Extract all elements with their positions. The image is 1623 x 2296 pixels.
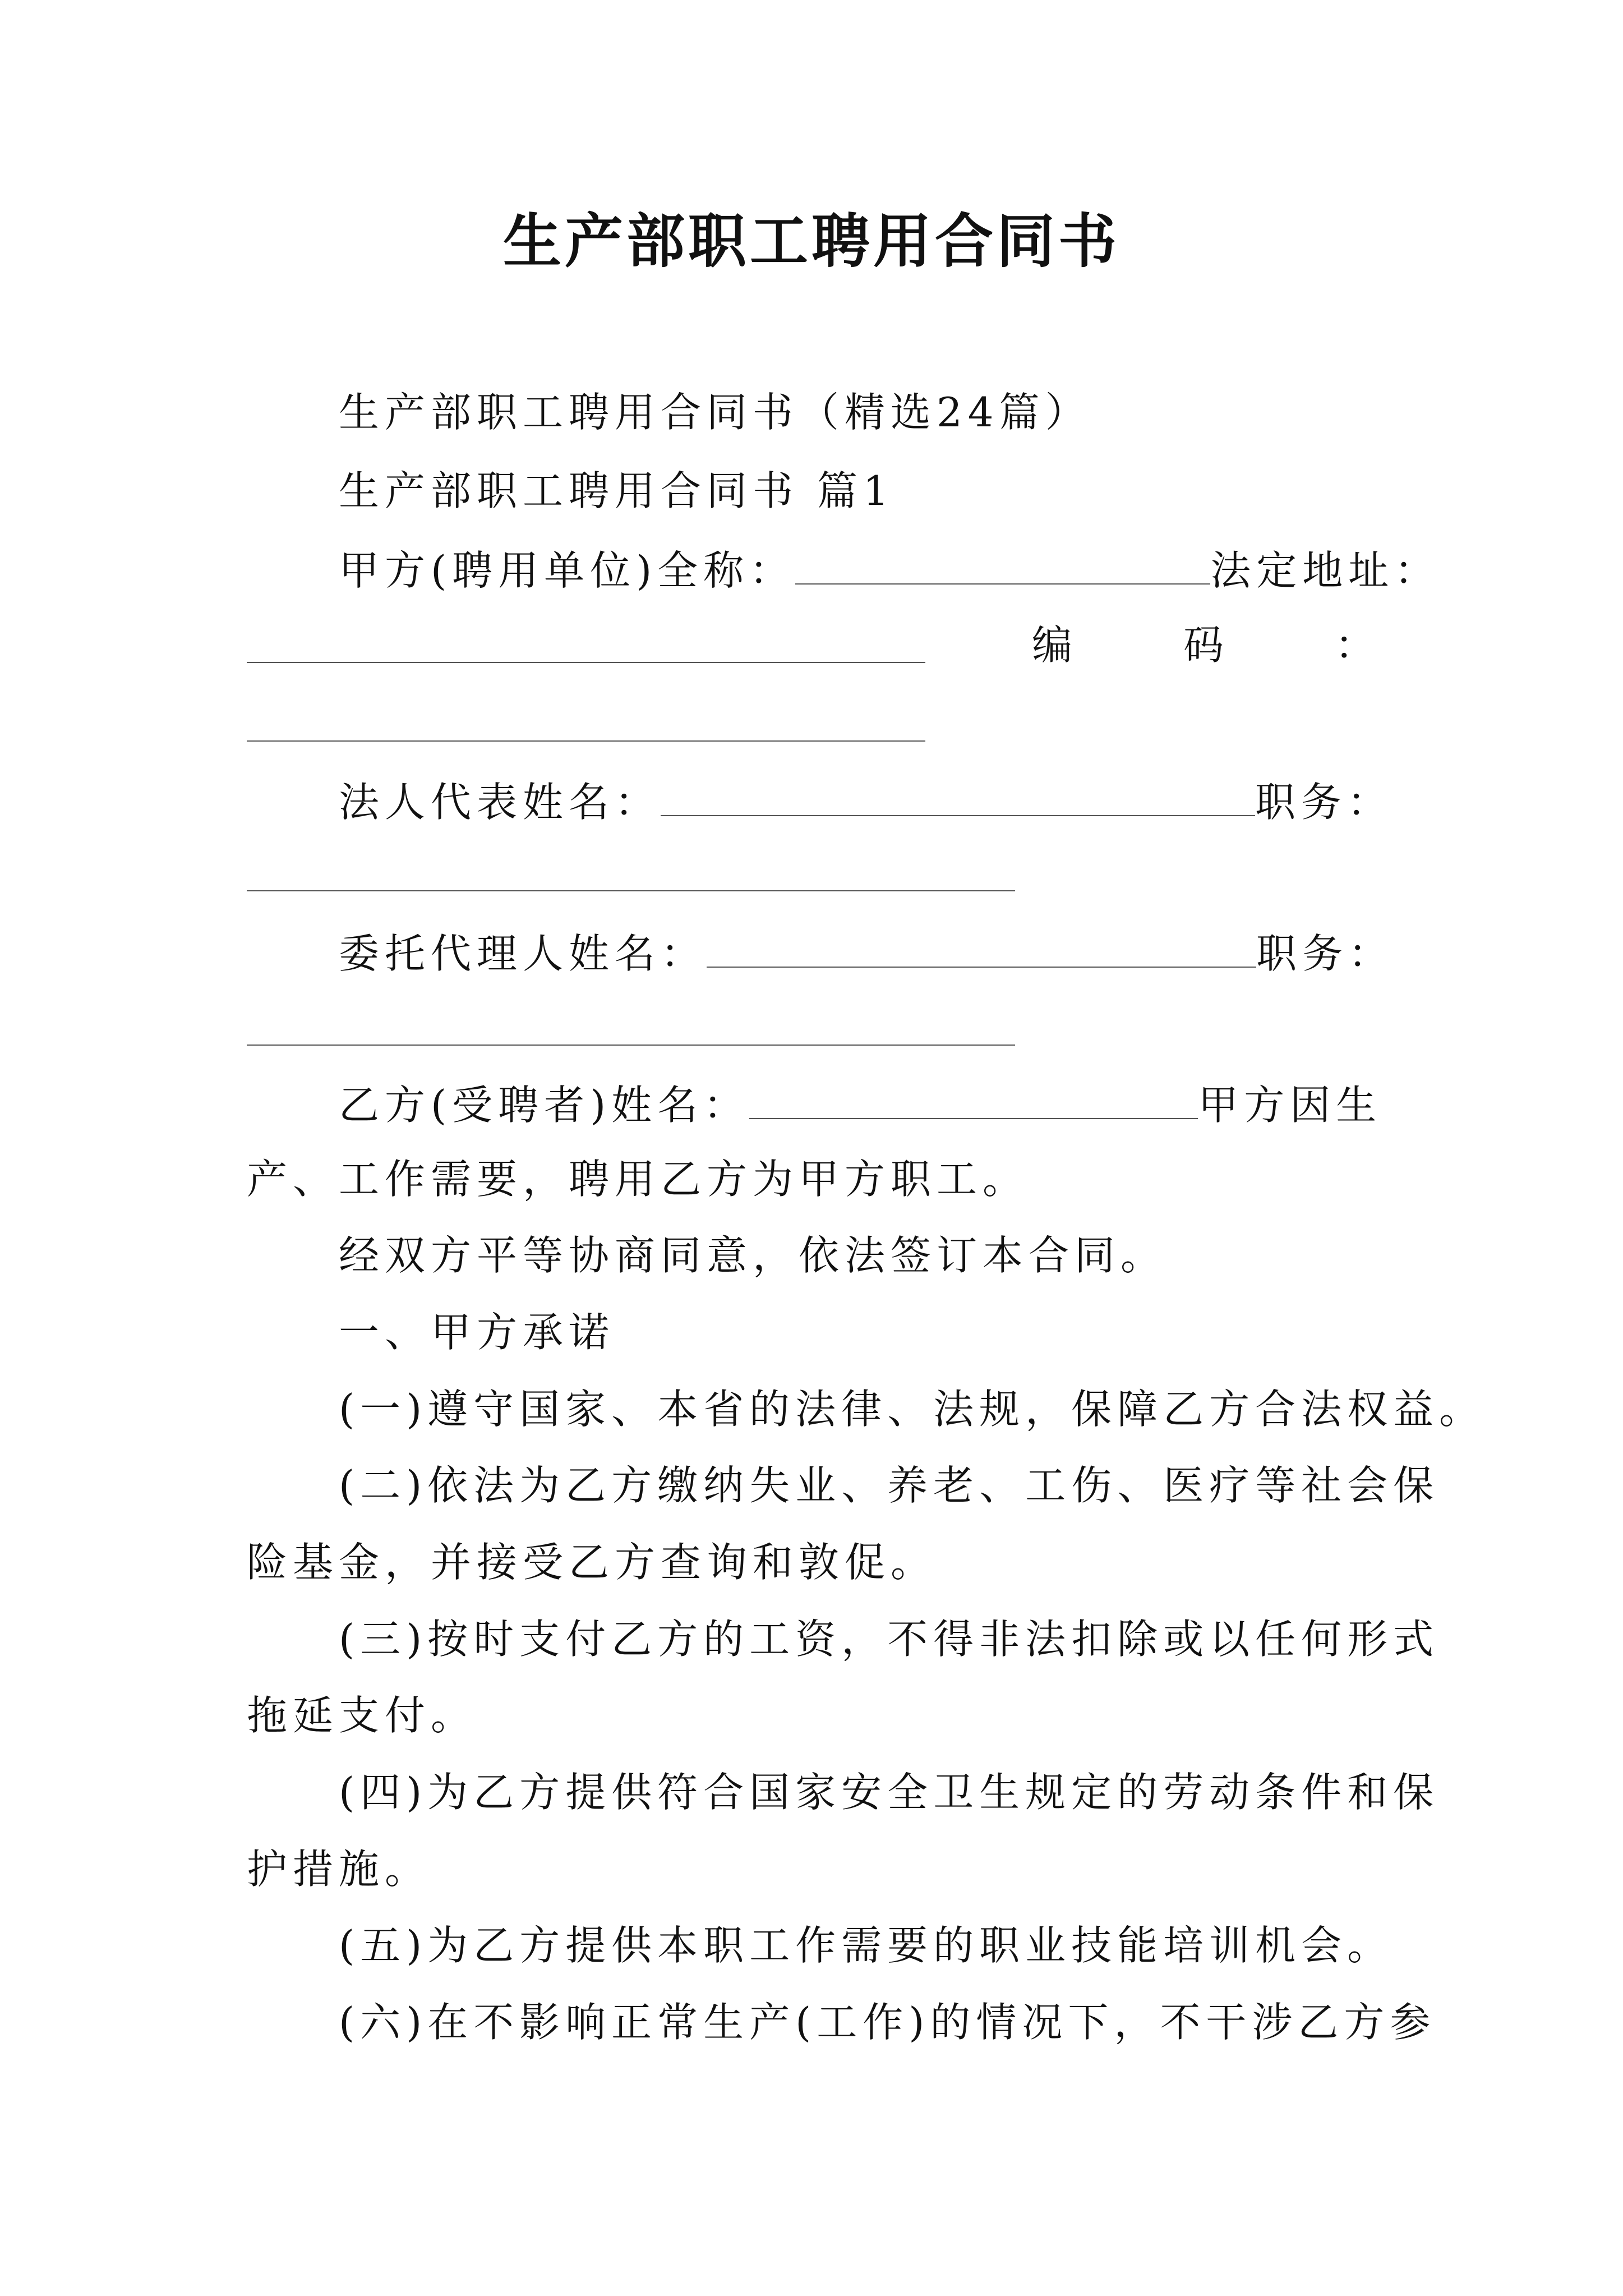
- document-subtitle: 生产部职工聘用合同书（精选24篇）: [339, 389, 1091, 436]
- section-heading: 生产部职工聘用合同书 篇1: [339, 467, 895, 514]
- agent-label: 委托代理人姓名：: [339, 930, 707, 977]
- item-2-line2: 险基金，并接受乙方查询和敦促。: [247, 1539, 937, 1586]
- party-b-blank[interactable]: [749, 1074, 1198, 1119]
- agent-line: [247, 923, 1395, 982]
- document-title: 生产部职工聘用合同书: [502, 206, 1120, 275]
- position-label-1: 职务：: [1255, 779, 1394, 826]
- party-a-name-label: 甲方(聘用单位)全称：: [339, 547, 796, 594]
- item-2-line1: (二)依法为乙方缴纳失业、养老、工伤、医疗等社会保: [339, 1462, 1440, 1509]
- code-blank[interactable]: [247, 739, 925, 742]
- item-3-line2: 拖延支付。: [247, 1692, 477, 1739]
- item-4-line2: 护措施。: [247, 1846, 431, 1893]
- para-agree: 经双方平等协商同意，依法签订本合同。: [339, 1232, 1167, 1279]
- party-b-label: 乙方(受聘者)姓名：: [339, 1082, 750, 1129]
- legal-address-label: 法定地址：: [1210, 547, 1441, 594]
- code-colon: ：: [1335, 622, 1376, 669]
- party-a-line: [247, 540, 1441, 599]
- agent-blank[interactable]: [707, 923, 1256, 968]
- item-5: (五)为乙方提供本职工作需要的职业技能培训机会。: [339, 1922, 1394, 1969]
- legal-rep-line: [247, 771, 1394, 830]
- item-6-line1: (六)在不影响正常生产(工作)的情况下，不干涉乙方参: [339, 1999, 1436, 2046]
- position-blank-1[interactable]: [247, 889, 1015, 891]
- heading-1: 一、甲方承诺: [339, 1309, 615, 1356]
- party-a-name-blank[interactable]: [795, 540, 1210, 585]
- code-char-1: 编: [1032, 622, 1073, 669]
- legal-rep-label: 法人代表姓名：: [339, 779, 661, 826]
- item-1: (一)遵守国家、本省的法律、法规，保障乙方合法权益。: [339, 1386, 1486, 1433]
- party-b-tail: 甲方因生: [1198, 1082, 1382, 1129]
- party-b-line: [247, 1074, 1382, 1133]
- legal-rep-blank[interactable]: [661, 771, 1255, 816]
- position-blank-2[interactable]: [247, 1043, 1015, 1046]
- position-label-2: 职务：: [1256, 930, 1395, 977]
- code-char-2: 码: [1183, 622, 1224, 669]
- para-hire-cont: 产、工作需要，聘用乙方为甲方职工。: [247, 1156, 1029, 1203]
- legal-address-blank[interactable]: [247, 661, 925, 663]
- item-4-line1: (四)为乙方提供符合国家安全卫生规定的劳动条件和保: [339, 1769, 1440, 1816]
- item-3-line1: (三)按时支付乙方的工资，不得非法扣除或以任何形式: [339, 1616, 1440, 1663]
